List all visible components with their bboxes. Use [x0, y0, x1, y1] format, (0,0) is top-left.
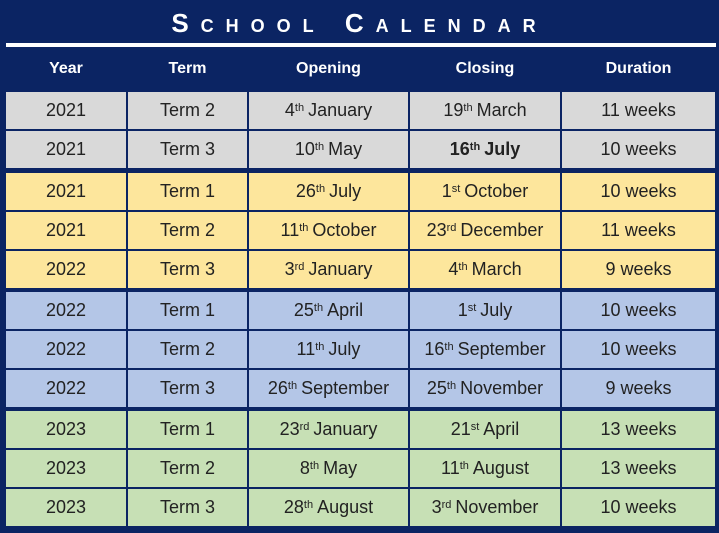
table-row: [6, 131, 715, 168]
date-month: August: [317, 497, 374, 517]
table-row: [6, 370, 715, 407]
date-suffix: rd: [441, 499, 452, 511]
date-suffix: th: [294, 102, 305, 114]
term-cell: Term 3: [128, 131, 249, 168]
header-closing: Closing: [455, 60, 515, 77]
opening-cell: [249, 212, 410, 249]
closing-cell: [410, 411, 562, 448]
date-day: 4: [448, 259, 459, 279]
header-opening: Opening: [296, 60, 361, 77]
year-cell: 2021: [6, 92, 128, 129]
year-cell: 2022: [6, 251, 128, 288]
term-cell: Term 2: [128, 92, 249, 129]
date-month: May: [323, 458, 358, 478]
opening-cell: [249, 489, 410, 526]
year-cell: 2021: [6, 131, 128, 168]
closing-cell: [410, 370, 562, 407]
date-suffix: rd: [299, 421, 310, 433]
date-month: January: [313, 419, 378, 439]
date-month: April: [327, 300, 364, 320]
date-month: December: [460, 220, 544, 240]
date-day: 4: [284, 100, 295, 120]
duration-cell: 11 weeks: [601, 100, 676, 120]
date-suffix: th: [459, 460, 469, 472]
year-cell: 2022: [6, 292, 128, 329]
closing-cell: [410, 489, 562, 526]
date-suffix: th: [444, 341, 454, 353]
date-day: 11: [280, 220, 300, 240]
date-month: July: [329, 181, 362, 201]
opening-cell: [249, 331, 410, 368]
duration-cell: 11 weeks: [601, 220, 676, 240]
date-day: 11: [296, 339, 316, 359]
year-cell: 2022: [6, 370, 128, 407]
date-month: January: [308, 100, 373, 120]
opening-cell: [249, 411, 410, 448]
header-year: Year: [49, 60, 83, 77]
year-cell: 2023: [6, 489, 128, 526]
duration-cell: 9 weeks: [605, 378, 672, 398]
table-row: [6, 411, 715, 448]
opening-cell: [249, 251, 410, 288]
date-month: November: [460, 378, 544, 398]
table-row: [6, 173, 715, 210]
date-suffix: st: [467, 302, 477, 314]
date-suffix: rd: [294, 261, 305, 273]
date-suffix: st: [451, 183, 461, 195]
date-suffix: th: [303, 499, 314, 511]
opening-cell: [249, 173, 410, 210]
date-suffix: th: [309, 460, 320, 472]
date-day: 26: [267, 378, 288, 398]
closing-cell: [410, 212, 562, 249]
table-row: [6, 251, 715, 288]
date-month: January: [308, 259, 373, 279]
date-day: 3: [431, 497, 442, 517]
date-day: 3: [284, 259, 295, 279]
date-day: 26: [295, 181, 316, 201]
date-suffix: st: [470, 421, 480, 433]
date-suffix: th: [299, 222, 309, 234]
title-divider: [6, 43, 716, 47]
date-day: 28: [283, 497, 304, 517]
date-suffix: th: [469, 141, 481, 153]
date-suffix: th: [458, 261, 468, 273]
table-row: [6, 212, 715, 249]
duration-cell: 10 weeks: [600, 139, 677, 159]
date-day: 21: [450, 419, 471, 439]
date-day: 1: [457, 300, 468, 320]
closing-cell: [410, 331, 562, 368]
date-day: 25: [293, 300, 314, 320]
date-month: September: [457, 339, 546, 359]
date-day: 16: [449, 139, 470, 159]
closing-cell: [410, 251, 562, 288]
header-duration: Duration: [605, 60, 672, 77]
duration-cell: 9 weeks: [605, 259, 672, 279]
opening-cell: [249, 92, 410, 129]
duration-cell: 10 weeks: [600, 339, 677, 359]
date-day: 11: [441, 458, 460, 478]
year-cell: 2023: [6, 450, 128, 487]
date-suffix: th: [287, 380, 298, 392]
opening-cell: [249, 131, 410, 168]
date-day: 1: [441, 181, 452, 201]
duration-cell: 10 weeks: [600, 300, 677, 320]
term-cell: Term 2: [128, 331, 249, 368]
page-title: School Calendar: [171, 8, 548, 38]
date-month: November: [455, 497, 539, 517]
date-suffix: th: [315, 183, 326, 195]
term-cell: Term 3: [128, 251, 249, 288]
term-cell: Term 2: [128, 450, 249, 487]
date-suffix: rd: [446, 222, 457, 234]
table-row: [6, 292, 715, 329]
duration-cell: 13 weeks: [600, 458, 677, 478]
closing-cell: [410, 173, 562, 210]
term-cell: Term 1: [128, 411, 249, 448]
date-day: 10: [294, 139, 315, 159]
term-cell: Term 2: [128, 212, 249, 249]
date-month: April: [483, 419, 520, 439]
date-day: 23: [279, 419, 300, 439]
date-day: 19: [443, 100, 464, 120]
closing-cell: [410, 92, 562, 129]
date-suffix: th: [315, 341, 325, 353]
date-suffix: th: [463, 102, 473, 114]
table-row: [6, 450, 715, 487]
opening-cell: [249, 370, 410, 407]
date-month: July: [484, 139, 521, 159]
date-suffix: th: [313, 302, 324, 314]
date-month: March: [476, 100, 527, 120]
date-month: August: [472, 458, 529, 478]
term-cell: Term 1: [128, 292, 249, 329]
year-cell: 2021: [6, 173, 128, 210]
closing-cell: [410, 450, 562, 487]
date-day: 16: [424, 339, 445, 359]
table-row: [6, 331, 715, 368]
date-suffix: th: [314, 141, 325, 153]
term-cell: Term 3: [128, 489, 249, 526]
opening-cell: [249, 292, 410, 329]
year-cell: 2021: [6, 212, 128, 249]
date-suffix: th: [446, 380, 457, 392]
duration-cell: 10 weeks: [600, 497, 677, 517]
term-cell: Term 1: [128, 173, 249, 210]
date-day: 25: [426, 378, 447, 398]
year-cell: 2022: [6, 331, 128, 368]
date-month: October: [312, 220, 377, 240]
date-month: July: [328, 339, 361, 359]
duration-cell: 13 weeks: [600, 419, 677, 439]
date-month: May: [328, 139, 363, 159]
date-month: March: [471, 259, 522, 279]
closing-cell: [410, 292, 562, 329]
table-row: [6, 489, 715, 526]
duration-cell: 10 weeks: [600, 181, 677, 201]
header-term: Term: [168, 60, 207, 77]
date-month: September: [301, 378, 390, 398]
year-cell: 2023: [6, 411, 128, 448]
term-cell: Term 3: [128, 370, 249, 407]
date-day: 23: [426, 220, 447, 240]
table-row: [6, 92, 715, 129]
date-day: 8: [299, 458, 310, 478]
closing-cell: [410, 131, 562, 168]
date-month: July: [480, 300, 513, 320]
opening-cell: [249, 450, 410, 487]
header-row: [6, 50, 715, 88]
date-month: October: [464, 181, 529, 201]
